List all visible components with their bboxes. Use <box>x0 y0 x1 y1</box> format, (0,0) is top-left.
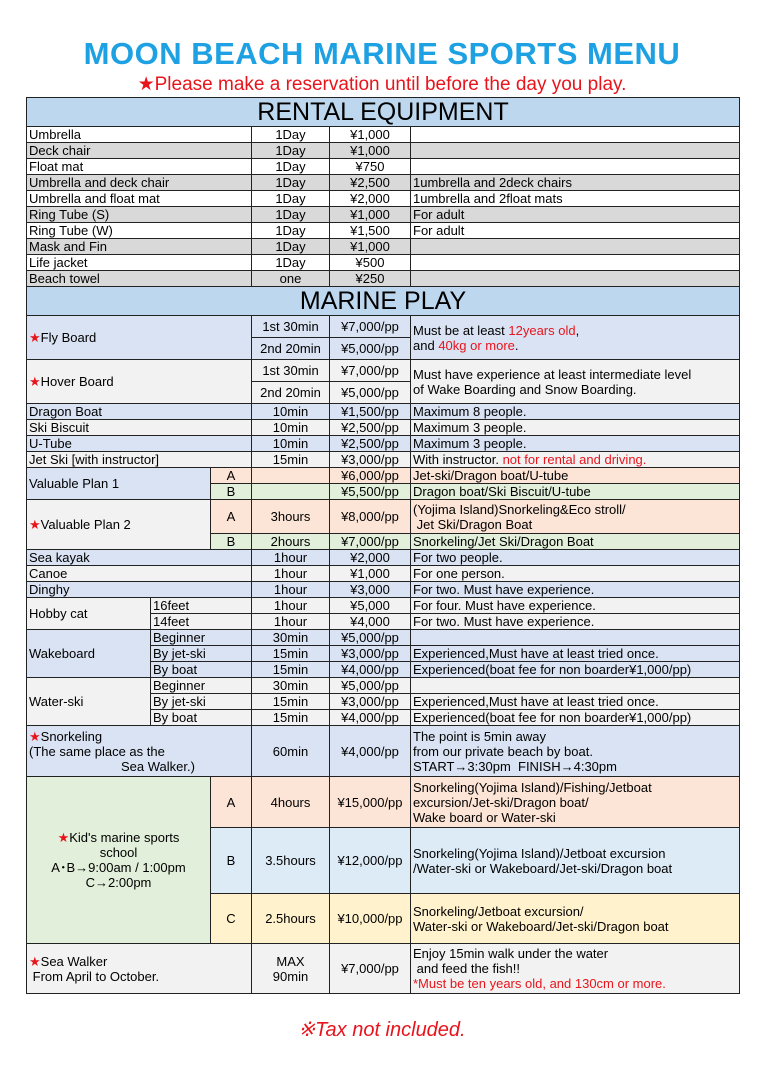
table-cell: Must be at least <box>413 322 509 338</box>
table-cell: U-Tube <box>27 436 252 452</box>
valuable-plan-1-row <box>27 468 740 484</box>
table-cell: A･B→9:00am / 1:00pm <box>51 860 186 875</box>
rental-row <box>27 159 740 175</box>
kids-school-row <box>27 777 740 828</box>
table-cell: (Yojima Island)Snorkeling&Eco stroll/ <box>413 501 626 517</box>
rental-row <box>27 223 740 239</box>
table-cell: excursion/Jet-ski/Dragon boat/ <box>413 794 589 810</box>
table-cell: 15min <box>252 694 330 710</box>
table-cell: Sea Walker <box>40 953 108 969</box>
table-cell: ¥4,000/pp <box>330 710 411 726</box>
table-cell: ¥2,500/pp <box>330 420 411 436</box>
table-cell: ¥8,000/pp <box>330 500 411 534</box>
table-cell <box>411 452 740 468</box>
price: ¥5,000/pp <box>330 382 411 404</box>
table-cell: By boat <box>151 710 252 726</box>
table-cell: Water-ski or Wakeboard/Jet-ski/Dragon boat <box>413 918 669 934</box>
star-icon: ★ <box>29 330 41 345</box>
table-cell: 10min <box>252 404 330 420</box>
item-name: Float mat <box>27 159 252 175</box>
table-cell: 2hours <box>252 534 330 550</box>
table-cell: Dragon Boat <box>27 404 252 420</box>
table-cell: Jet Ski/Dragon Boat <box>413 516 533 532</box>
ski-biscuit-row <box>27 420 740 436</box>
star-icon: ★ <box>29 517 41 532</box>
table-cell: Hobby cat <box>27 598 151 630</box>
table-cell: B <box>211 534 252 550</box>
table-cell: ¥3,000/pp <box>330 452 411 468</box>
table-cell: Beginner <box>151 678 252 694</box>
price: ¥250 <box>330 271 411 287</box>
item-name: Beach towel <box>27 271 252 287</box>
table-cell: ¥7,000/pp <box>330 944 411 994</box>
table-cell: ¥10,000/pp <box>330 894 411 944</box>
table-cell: ¥5,500/pp <box>330 484 411 500</box>
table-cell: START→3:30pm FINISH→4:30pm <box>413 758 617 774</box>
table-cell: ¥2,500/pp <box>330 436 411 452</box>
price: ¥1,000 <box>330 207 411 223</box>
table-cell: Maximum 8 people. <box>411 404 740 420</box>
table-cell: Snorkeling(Yojima Island)/Fishing/Jetboat <box>413 779 652 795</box>
table-cell: With instructor. <box>413 452 503 467</box>
price: ¥1,500 <box>330 223 411 239</box>
duration: 1st 30min <box>252 360 330 382</box>
table-cell <box>252 944 330 994</box>
table-cell: 3.5hours <box>252 828 330 894</box>
table-cell: ¥15,000/pp <box>330 777 411 828</box>
table-cell: 4hours <box>252 777 330 828</box>
table-cell: 40kg or more <box>438 337 515 353</box>
note <box>411 316 740 360</box>
table-cell <box>27 500 211 550</box>
table-cell: Enjoy 15min walk under the water <box>413 946 609 961</box>
price: ¥7,000/pp <box>330 316 411 338</box>
note <box>411 143 740 159</box>
table-cell: For two people. <box>411 550 740 566</box>
table-cell: Dragon boat/Ski Biscuit/U-tube <box>411 484 740 500</box>
table-cell: For four. Must have experience. <box>411 598 740 614</box>
price: ¥1,000 <box>330 143 411 159</box>
duration: 1Day <box>252 143 330 159</box>
table-cell <box>27 777 211 944</box>
duration: 2nd 20min <box>252 338 330 360</box>
table-cell: 16feet <box>151 598 252 614</box>
duration: 1Day <box>252 239 330 255</box>
table-cell <box>252 468 330 484</box>
table-cell: 1hour <box>252 582 330 598</box>
table-cell: A <box>211 500 252 534</box>
table-cell: B <box>211 484 252 500</box>
table-cell: 30min <box>252 630 330 646</box>
price: ¥2,500 <box>330 175 411 191</box>
duration: 1Day <box>252 159 330 175</box>
table-cell: ¥7,000/pp <box>330 534 411 550</box>
rental-row <box>27 143 740 159</box>
table-cell: 15min <box>252 710 330 726</box>
item-name: Deck chair <box>27 143 252 159</box>
table-cell: 1hour <box>252 598 330 614</box>
rental-header: RENTAL EQUIPMENT <box>27 98 740 127</box>
table-cell: Wakeboard <box>27 630 151 678</box>
table-cell: school <box>99 845 138 860</box>
table-cell: From April to October. <box>32 968 160 984</box>
rental-row <box>27 271 740 287</box>
table-cell: Valuable Plan 2 <box>40 517 131 532</box>
item-name: Umbrella and deck chair <box>27 175 252 191</box>
table-cell: 1hour <box>252 566 330 582</box>
table-cell: 12years old <box>508 322 576 338</box>
table-cell: (The same place as the <box>29 743 165 759</box>
star-icon: ★ <box>57 830 70 845</box>
table-cell: A <box>211 777 252 828</box>
table-cell: 60min <box>252 726 330 777</box>
table-cell: , <box>575 322 580 338</box>
table-cell: 90min <box>272 968 309 984</box>
table-cell <box>27 726 252 777</box>
table-cell: ¥6,000/pp <box>330 468 411 484</box>
table-cell: ¥1,500/pp <box>330 404 411 420</box>
table-cell: 1hour <box>252 614 330 630</box>
dragon-boat-row <box>27 404 740 420</box>
table-cell: ¥2,000 <box>330 550 411 566</box>
table-cell: 1hour <box>252 550 330 566</box>
table-cell: *Must be ten years old, and 130cm or more. <box>413 976 666 991</box>
table-cell <box>411 777 740 828</box>
table-cell: Experienced,Must have at least tried once. <box>411 646 740 662</box>
snorkeling-row <box>27 726 740 777</box>
duration: 1Day <box>252 207 330 223</box>
table-cell: Maximum 3 people. <box>411 420 740 436</box>
note: For adult <box>411 207 740 223</box>
item-name: Umbrella and float mat <box>27 191 252 207</box>
marine-header: MARINE PLAY <box>27 287 740 316</box>
table-cell <box>411 726 740 777</box>
table-cell: and <box>413 337 439 353</box>
rental-row <box>27 239 740 255</box>
price: ¥1,000 <box>330 239 411 255</box>
item-name: Ring Tube (S) <box>27 207 252 223</box>
rental-row <box>27 175 740 191</box>
hobby-cat-row <box>27 598 740 614</box>
price: ¥7,000/pp <box>330 360 411 382</box>
table-cell: 3hours <box>252 500 330 534</box>
hover-board-row <box>27 360 740 382</box>
rental-row <box>27 191 740 207</box>
table-cell: Kid's marine sports <box>69 830 180 845</box>
table-cell <box>411 894 740 944</box>
note <box>411 127 740 143</box>
note: For adult <box>411 223 740 239</box>
sea-walker-row <box>27 944 740 994</box>
fly-board-row <box>27 316 740 338</box>
duration: 1Day <box>252 223 330 239</box>
table-cell: 15min <box>252 662 330 678</box>
reservation-notice: ★Please make a reservation until before the day you play. <box>137 74 627 95</box>
table-cell: By jet-ski <box>151 646 252 662</box>
table-cell: of Wake Boarding and Snow Boarding. <box>413 381 637 397</box>
table-cell: 10min <box>252 436 330 452</box>
table-cell: C→2:00pm <box>85 875 152 890</box>
table-cell: ¥3,000/pp <box>330 694 411 710</box>
table-cell: Snorkeling/Jetboat excursion/ <box>413 903 584 919</box>
table-cell: By boat <box>151 662 252 678</box>
duration: 1Day <box>252 191 330 207</box>
price: ¥2,000 <box>330 191 411 207</box>
table-cell: ¥4,000/pp <box>330 662 411 678</box>
note: 1umbrella and 2deck chairs <box>411 175 740 191</box>
table-cell: Snorkeling/Jet Ski/Dragon Boat <box>411 534 740 550</box>
table-cell <box>411 500 740 534</box>
table-row <box>27 98 740 127</box>
duration: one <box>252 271 330 287</box>
rental-row <box>27 255 740 271</box>
duration: 2nd 20min <box>252 382 330 404</box>
table-cell: Must have experience at least intermediate level <box>413 366 692 382</box>
note <box>411 239 740 255</box>
table-cell: For two. Must have experience. <box>411 614 740 630</box>
u-tube-row <box>27 436 740 452</box>
page-title: MOON BEACH MARINE SPORTS MENU <box>83 36 681 71</box>
star-icon: ★ <box>29 953 41 969</box>
table-cell <box>411 828 740 894</box>
price: ¥750 <box>330 159 411 175</box>
table-cell: Wake board or Water-ski <box>413 809 556 825</box>
price: ¥1,000 <box>330 127 411 143</box>
table-cell: By jet-ski <box>151 694 252 710</box>
note: 1umbrella and 2float mats <box>411 191 740 207</box>
table-cell: /Water-ski or Wakeboard/Jet-ski/Dragon boat <box>413 860 673 876</box>
table-row <box>27 287 740 316</box>
table-cell: Valuable Plan 1 <box>27 468 211 500</box>
table-cell: MAX <box>276 953 305 969</box>
table-cell: Jet-ski/Dragon boat/U-tube <box>411 468 740 484</box>
table-cell: Experienced(boat fee for non boarder¥1,000/pp) <box>411 710 740 726</box>
table-cell: Jet Ski [with instructor] <box>27 452 252 468</box>
note <box>411 255 740 271</box>
item-name: Umbrella <box>27 127 252 143</box>
table-cell: Experienced(boat fee for non boarder¥1,000/pp) <box>411 662 740 678</box>
rental-row <box>27 127 740 143</box>
table-cell: The point is 5min away <box>413 728 546 744</box>
table-cell: Sea kayak <box>27 550 252 566</box>
star-icon: ★ <box>29 728 41 744</box>
dinghy-row <box>27 582 740 598</box>
table-cell: Sea Walker.) <box>121 758 195 774</box>
table-cell: Ski Biscuit <box>27 420 252 436</box>
note <box>411 271 740 287</box>
table-cell: ¥12,000/pp <box>330 828 411 894</box>
table-cell: Dinghy <box>27 582 252 598</box>
table-cell: . <box>514 337 519 353</box>
table-cell: Snorkeling <box>40 728 103 744</box>
item-name: Mask and Fin <box>27 239 252 255</box>
star-icon: ★ <box>29 374 41 389</box>
table-cell: ¥5,000/pp <box>330 678 411 694</box>
tax-notice: ※Tax not included. <box>298 1019 466 1041</box>
table-cell: Maximum 3 people. <box>411 436 740 452</box>
sea-kayak-row <box>27 550 740 566</box>
table-cell: Snorkeling(Yojima Island)/Jetboat excursion <box>413 845 666 861</box>
table-cell: Water-ski <box>27 678 151 726</box>
water-ski-row <box>27 678 740 694</box>
table-cell: Canoe <box>27 566 252 582</box>
table-cell: and feed the fish!! <box>413 961 520 976</box>
table-cell: ¥5,000 <box>330 598 411 614</box>
duration: 1Day <box>252 127 330 143</box>
table-cell: ¥1,000 <box>330 566 411 582</box>
table-cell: from our private beach by boat. <box>413 743 593 759</box>
table-cell <box>27 944 252 994</box>
table-cell: ¥5,000/pp <box>330 630 411 646</box>
table-cell <box>411 944 740 994</box>
valuable-plan-2-row <box>27 500 740 534</box>
table-cell: ¥4,000/pp <box>330 726 411 777</box>
table-cell: 2.5hours <box>252 894 330 944</box>
table-cell: ¥3,000 <box>330 582 411 598</box>
table-cell: not for rental and driving. <box>502 452 647 467</box>
duration: 1st 30min <box>252 316 330 338</box>
price: ¥5,000/pp <box>330 338 411 360</box>
note <box>411 159 740 175</box>
duration: 1Day <box>252 255 330 271</box>
item-name: ★Fly Board <box>27 316 252 360</box>
table-cell: Beginner <box>151 630 252 646</box>
table-cell <box>252 484 330 500</box>
canoe-row <box>27 566 740 582</box>
table-cell: 15min <box>252 646 330 662</box>
table-cell: 10min <box>252 420 330 436</box>
note <box>411 360 740 404</box>
table-cell: A <box>211 468 252 484</box>
item-name: Ring Tube (W) <box>27 223 252 239</box>
table-cell: 30min <box>252 678 330 694</box>
table-cell: C <box>211 894 252 944</box>
wakeboard-row <box>27 630 740 646</box>
menu-table <box>26 97 740 994</box>
jet-ski-row <box>27 452 740 468</box>
table-cell: B <box>211 828 252 894</box>
rental-row <box>27 207 740 223</box>
price: ¥500 <box>330 255 411 271</box>
table-cell <box>411 630 740 646</box>
duration: 1Day <box>252 175 330 191</box>
table-cell: 15min <box>252 452 330 468</box>
item-name: ★Hover Board <box>27 360 252 404</box>
table-cell: 14feet <box>151 614 252 630</box>
table-cell: ¥3,000/pp <box>330 646 411 662</box>
table-cell: For two. Must have experience. <box>411 582 740 598</box>
item-name: Life jacket <box>27 255 252 271</box>
table-cell: Experienced,Must have at least tried once. <box>411 694 740 710</box>
table-cell: ¥4,000 <box>330 614 411 630</box>
table-cell <box>411 678 740 694</box>
table-cell: For one person. <box>411 566 740 582</box>
